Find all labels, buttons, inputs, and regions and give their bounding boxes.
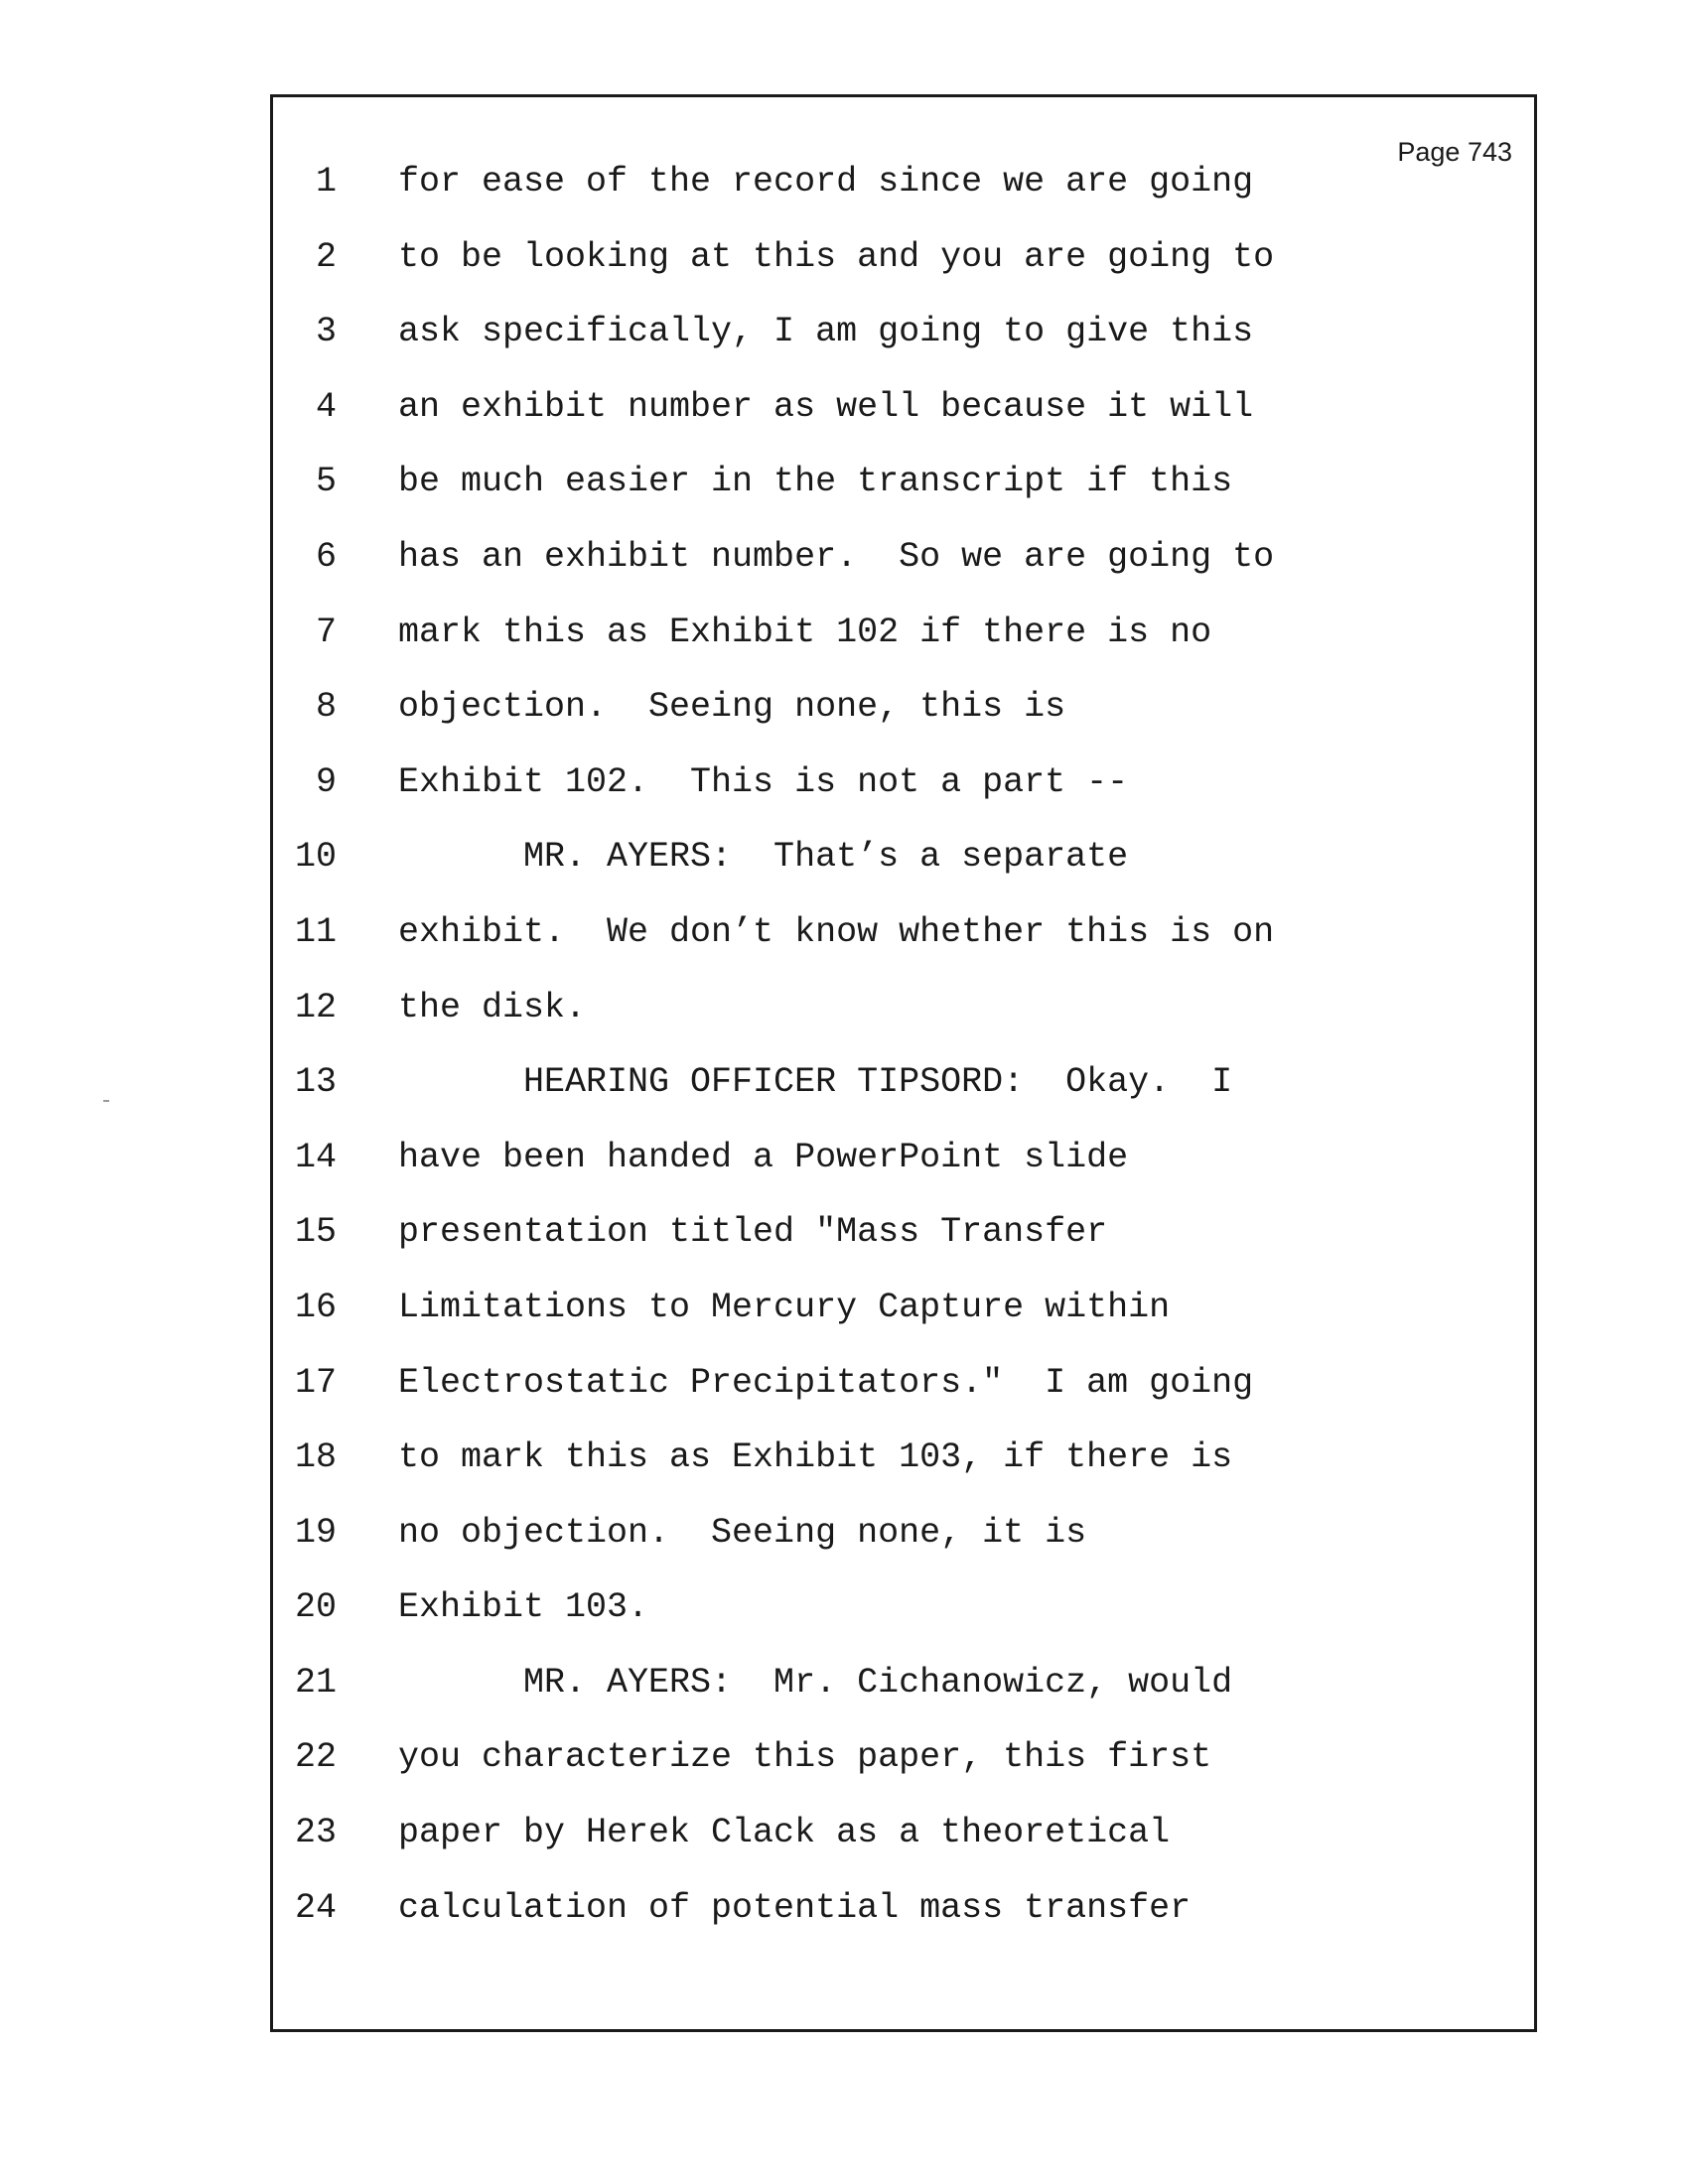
- line-number: 1: [315, 162, 337, 202]
- line-text: Exhibit 102. This is not a part --: [398, 761, 1129, 802]
- line-number: 3: [315, 312, 337, 352]
- line-text: objection. Seeing none, this is: [398, 687, 1066, 728]
- line-number: 2: [315, 236, 337, 277]
- line-number: 19: [294, 1512, 337, 1553]
- line-number: 14: [294, 1137, 337, 1177]
- scan-speck: [103, 1100, 109, 1102]
- line-number: 11: [294, 911, 337, 952]
- line-number: 23: [294, 1813, 337, 1853]
- line-text: to mark this as Exhibit 103, if there is: [398, 1437, 1233, 1478]
- transcript-page-frame: [270, 94, 1537, 2032]
- line-text: for ease of the record since we are going: [398, 162, 1254, 202]
- line-text: an exhibit number as well because it will: [398, 386, 1254, 427]
- line-text: Electrostatic Precipitators." I am going: [398, 1362, 1254, 1403]
- line-number: 8: [315, 687, 337, 728]
- line-number: 5: [315, 462, 337, 502]
- line-text: have been handed a PowerPoint slide: [398, 1137, 1129, 1177]
- line-text: the disk.: [398, 987, 587, 1027]
- line-number: 12: [294, 987, 337, 1027]
- line-number: 18: [294, 1437, 337, 1478]
- line-number: 10: [294, 837, 337, 878]
- line-text: to be looking at this and you are going to: [398, 236, 1275, 277]
- page-number: Page 743: [1397, 137, 1512, 167]
- line-number: 24: [294, 1887, 337, 1928]
- line-text: exhibit. We don’t know whether this is on: [398, 911, 1275, 952]
- line-number: 17: [294, 1362, 337, 1403]
- line-text: Limitations to Mercury Capture within: [398, 1287, 1171, 1327]
- line-number: 22: [294, 1737, 337, 1778]
- line-text: ask specifically, I am going to give this: [398, 312, 1254, 352]
- line-text: calculation of potential mass transfer: [398, 1887, 1192, 1928]
- line-text: paper by Herek Clack as a theoretical: [398, 1813, 1171, 1853]
- line-number: 15: [294, 1212, 337, 1253]
- line-text: HEARING OFFICER TIPSORD: Okay. I: [398, 1062, 1233, 1103]
- line-text: you characterize this paper, this first: [398, 1737, 1212, 1778]
- line-text: MR. AYERS: That’s a separate: [398, 837, 1129, 878]
- line-number: 21: [294, 1662, 337, 1703]
- line-number: 4: [315, 386, 337, 427]
- line-number: 6: [315, 536, 337, 577]
- line-text: has an exhibit number. So we are going to: [398, 536, 1275, 577]
- line-text: Exhibit 103.: [398, 1587, 649, 1628]
- line-text: MR. AYERS: Mr. Cichanowicz, would: [398, 1662, 1233, 1703]
- line-number: 9: [315, 761, 337, 802]
- line-text: no objection. Seeing none, it is: [398, 1512, 1087, 1553]
- line-text: be much easier in the transcript if this: [398, 462, 1233, 502]
- line-text: mark this as Exhibit 102 if there is no: [398, 612, 1212, 652]
- line-number: 16: [294, 1287, 337, 1327]
- line-number: 20: [294, 1587, 337, 1628]
- line-number: 13: [294, 1062, 337, 1103]
- line-number: 7: [315, 612, 337, 652]
- line-text: presentation titled "Mass Transfer: [398, 1212, 1108, 1253]
